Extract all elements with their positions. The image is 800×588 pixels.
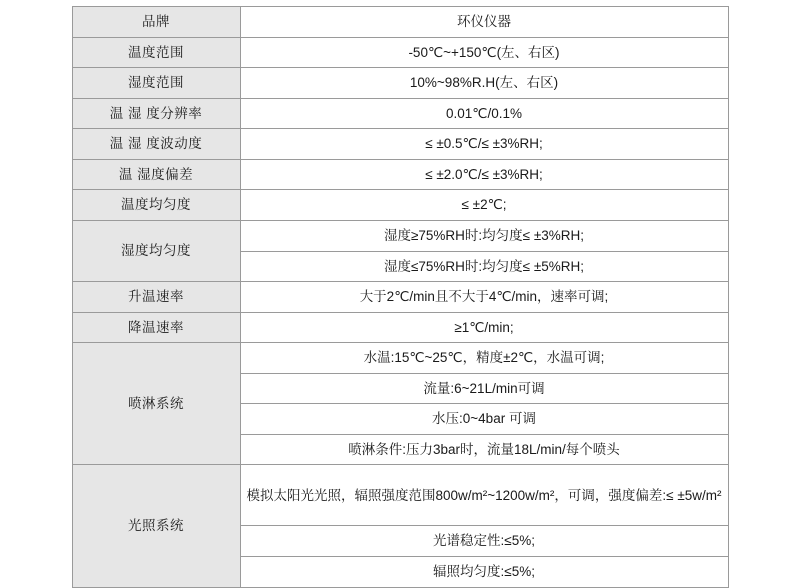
row-value-humidity-range: 10%~98%R.H(左、右区) [240, 68, 728, 99]
row-value-spray-4: 喷淋条件:压力3bar时，流量18L/min/每个喷头 [240, 434, 728, 465]
row-value-spray-2: 流量:6~21L/min可调 [240, 373, 728, 404]
row-label-fluctuation: 温 湿 度波动度 [72, 129, 240, 160]
specification-table [72, 6, 729, 588]
table-row [72, 68, 728, 99]
row-value-light-3: 辐照均匀度:≤5%; [240, 557, 728, 588]
row-label-resolution: 温 湿 度分辨率 [72, 98, 240, 129]
row-label-temp-range: 温度范围 [72, 37, 240, 68]
row-label-deviation: 温 湿度偏差 [72, 159, 240, 190]
row-label-spray-system: 喷淋系统 [72, 343, 240, 465]
table-row [72, 282, 728, 313]
row-label-humidity-range: 湿度范围 [72, 68, 240, 99]
row-value-temp-range: -50℃~+150℃(左、右区) [240, 37, 728, 68]
row-value-temp-uniformity: ≤ ±2℃; [240, 190, 728, 221]
row-value-spray-3: 水压:0~4bar 可调 [240, 404, 728, 435]
row-label-brand: 品牌 [72, 7, 240, 38]
row-value-cooling-rate: ≥1℃/min; [240, 312, 728, 343]
table-row [72, 129, 728, 160]
row-value-brand: 环仪仪器 [240, 7, 728, 38]
table-row [72, 37, 728, 68]
row-label-heating-rate: 升温速率 [72, 282, 240, 313]
row-value-resolution: 0.01℃/0.1% [240, 98, 728, 129]
row-value-humidity-uniformity-2: 湿度≤75%RH时:均匀度≤ ±5%RH; [240, 251, 728, 282]
row-label-temp-uniformity: 温度均匀度 [72, 190, 240, 221]
row-value-fluctuation: ≤ ±0.5℃/≤ ±3%RH; [240, 129, 728, 160]
table-row [72, 98, 728, 129]
table-body [72, 7, 728, 588]
table-row [72, 312, 728, 343]
row-value-spray-1: 水温:15℃~25℃，精度±2℃，水温可调; [240, 343, 728, 374]
table-row [72, 159, 728, 190]
row-label-cooling-rate: 降温速率 [72, 312, 240, 343]
row-label-humidity-uniformity: 湿度均匀度 [72, 220, 240, 281]
row-value-humidity-uniformity-1: 湿度≥75%RH时:均匀度≤ ±3%RH; [240, 220, 728, 251]
table-row-brand [72, 7, 728, 38]
row-value-heating-rate: 大于2℃/min且不大于4℃/min，速率可调; [240, 282, 728, 313]
table-row [72, 343, 728, 374]
table-row [72, 220, 728, 251]
table-row [72, 465, 728, 526]
row-value-light-1: 模拟太阳光光照，辐照强度范围800w/m²~1200w/m²，可调，强度偏差:≤ ±5w/m² [240, 465, 728, 526]
row-value-deviation: ≤ ±2.0℃/≤ ±3%RH; [240, 159, 728, 190]
row-label-light-system: 光照系统 [72, 465, 240, 587]
row-value-light-2: 光谱稳定性:≤5%; [240, 526, 728, 557]
table-row [72, 190, 728, 221]
